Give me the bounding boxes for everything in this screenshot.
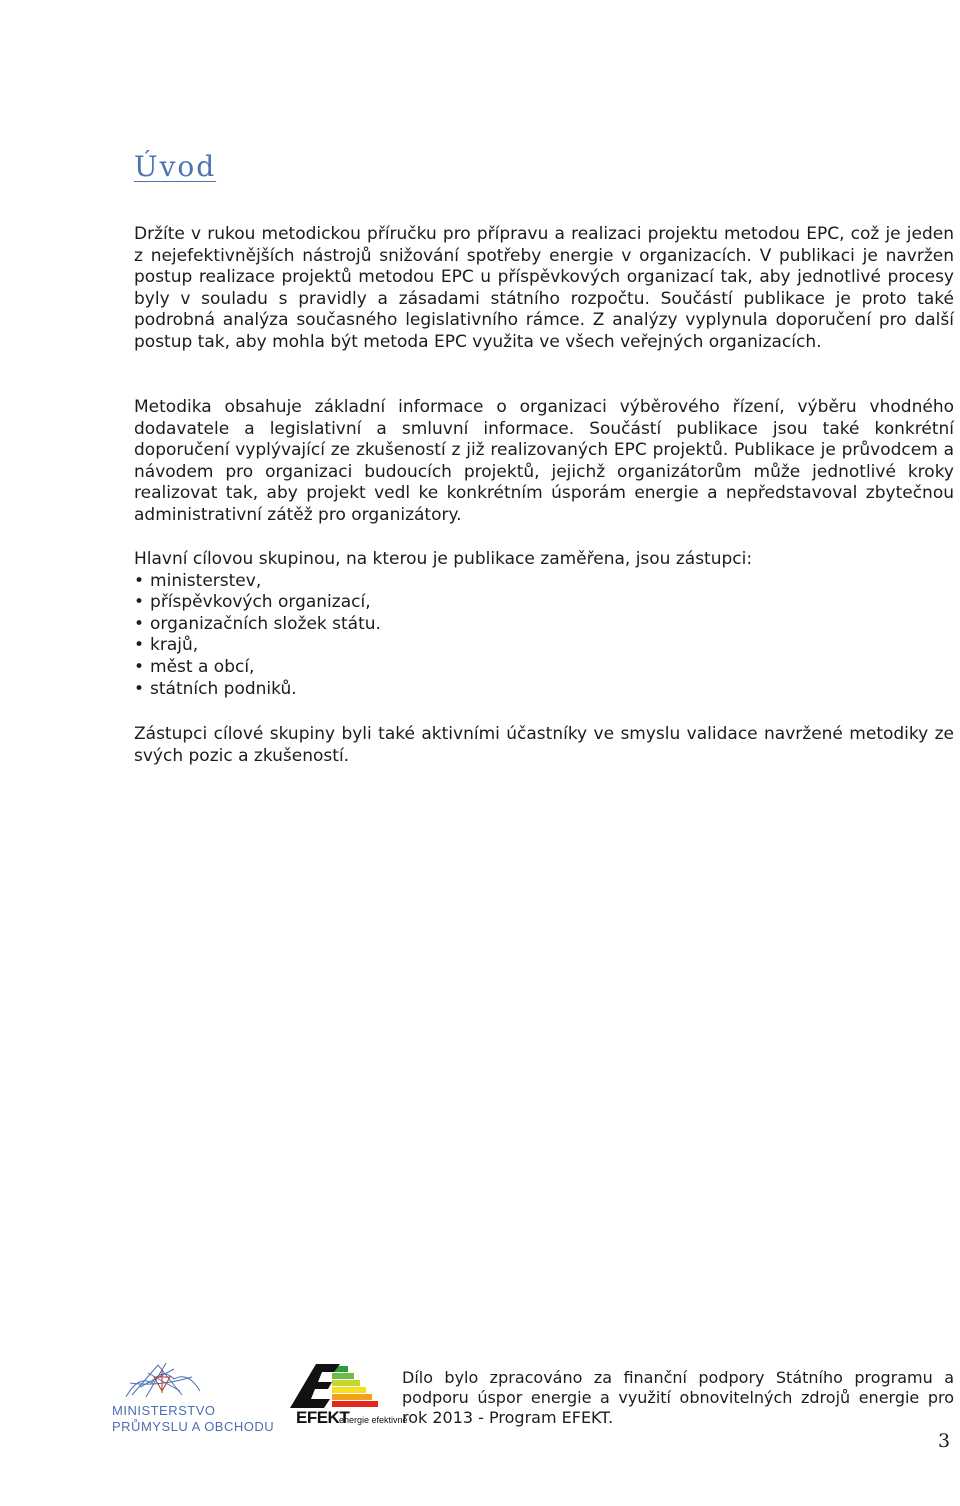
funding-note: Dílo bylo zpracováno za finanční podpory Státního programu a podporu úspor energie a využití obnovitelných zdrojů energie pro rok 2013 - Program EFEKT.: [402, 1368, 954, 1427]
target-group-list: [134, 571, 954, 701]
list-item: • měst a obcí,: [134, 657, 954, 679]
intro-paragraph: Držíte v rukou metodickou příručku pro přípravu a realizaci projektu metodou EPC, což je jeden z nejefektivnějších nástrojů snižování spotřeby energie v organizacích. V publikaci je navržen postup realizace projektů metodou EPC u příspěvkových organizací tak, aby jednotlivé procesy byly v souladu s pravidly a zásadami státního rozpočtu. Součástí publikace je proto také podrobná analýza současného legislativního rámce. Z analýzy vyplynula doporučení pro další postup tak, aby mohla být metoda EPC využita ve všech veřejných organizacích.: [134, 224, 954, 352]
methodology-paragraph: Metodika obsahuje základní informace o organizaci výběrového řízení, výběru vhodného dodavatele a legislativní a smluvní informace. Součástí publikace jsou také konkrétní doporučení vyplývající ze zkušeností z již realizovaných EPC projektů. Publikace je průvodcem a návodem pro organizaci budoucích projektů, jejichž organizátorům může jednotlivé kroky realizovat tak, aby projekt vedl ke konkrétním úsporám energie a nepředstavoval zbytečnou administrativní zátěž pro organizátory.: [134, 397, 954, 525]
page-title: Úvod: [134, 150, 217, 183]
list-item: • ministerstev,: [134, 571, 954, 593]
ministry-emblem-icon: [118, 1357, 208, 1401]
closing-paragraph: Zástupci cílové skupiny byli také aktivními účastníky ve smyslu validace navržené metodiky ze svých pozic a zkušeností.: [134, 724, 954, 766]
target-group-section: [134, 549, 954, 700]
energy-label-icon: [282, 1362, 394, 1410]
efekt-logo-word: EFEKT: [296, 1408, 350, 1427]
page-number: 3: [938, 1430, 951, 1452]
list-item: • organizačních složek státu.: [134, 614, 954, 636]
target-group-intro: Hlavní cílovou skupinou, na kterou je publikace zaměřena, jsou zástupci:: [134, 549, 753, 569]
efekt-logo-tagline: energie efektivně: [339, 1415, 408, 1425]
list-item: • příspěvkových organizací,: [134, 592, 954, 614]
list-item: • státních podniků.: [134, 679, 954, 701]
ministry-logo-line2: PRŮMYSLU A OBCHODU: [112, 1419, 275, 1434]
list-item: • krajů,: [134, 635, 954, 657]
efekt-logo: [282, 1362, 408, 1434]
ministry-logo-line1: MINISTERSTVO: [112, 1403, 216, 1418]
ministry-logo: [112, 1357, 275, 1437]
